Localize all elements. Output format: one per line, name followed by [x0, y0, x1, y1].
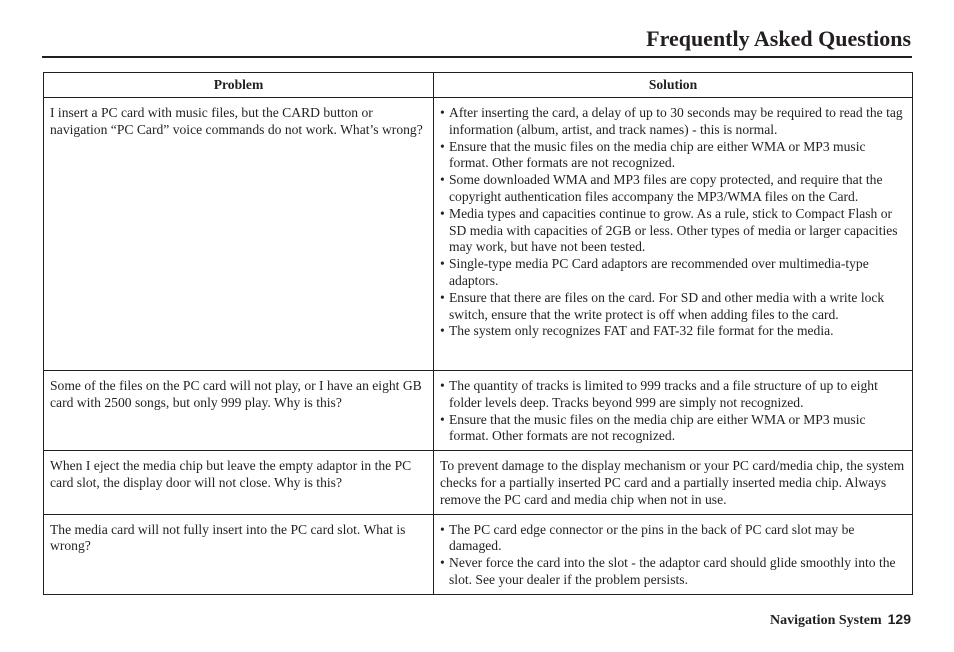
solution-cell — [434, 514, 913, 594]
solution-item: • Some downloaded WMA and MP3 files are copy protected, and require that the copyright authentication files accompany the MP3/WMA files on the Card. — [440, 172, 906, 206]
solution-list — [440, 378, 906, 445]
solution-cell — [434, 98, 913, 371]
solution-item: • The quantity of tracks is limited to 999 tracks and a file structure of up to eight folder levels deep. Tracks beyond 999 are simply not recognized. — [440, 378, 906, 412]
solution-list — [440, 522, 906, 589]
problem-cell: Some of the files on the PC card will not play, or I have an eight GB card with 2500 songs, but only 999 play. Why is this? — [44, 371, 434, 451]
page-title: Frequently Asked Questions — [646, 26, 911, 51]
solution-item: • Single-type media PC Card adaptors are recommended over multimedia-type adaptors. — [440, 256, 906, 290]
solution-item: • Ensure that the music files on the media chip are either WMA or MP3 music format. Other formats are not recognized. — [440, 412, 906, 446]
solution-cell — [434, 371, 913, 451]
solution-item: • The system only recognizes FAT and FAT-32 file format for the media. — [440, 323, 906, 340]
faq-table — [43, 72, 913, 595]
solution-cell: To prevent damage to the display mechanism or your PC card/media chip, the system checks for a partially inserted PC card and a partially inserted media chip. Always remove the PC card and media chip when not in use. — [434, 451, 913, 514]
solution-item: • The PC card edge connector or the pins in the back of PC card slot may be damaged. — [440, 522, 906, 556]
table-row — [44, 371, 913, 451]
table-row — [44, 451, 913, 514]
table-header-row — [44, 73, 913, 98]
solution-item: • Never force the card into the slot - the adaptor card should glide smoothly into the slot. See your dealer if the problem persists. — [440, 555, 906, 589]
solution-item: • Ensure that the music files on the media chip are either WMA or MP3 music format. Other formats are not recognized. — [440, 139, 906, 173]
problem-cell: The media card will not fully insert into the PC card slot. What is wrong? — [44, 514, 434, 594]
solution-item: • Media types and capacities continue to grow. As a rule, stick to Compact Flash or SD media with capacities of 2GB or less. Other types of media or larger capacities may work, but have not been tested. — [440, 206, 906, 256]
solution-item: • After inserting the card, a delay of up to 30 seconds may be required to read the tag information (album, artist, and track names) - this is normal. — [440, 105, 906, 139]
problem-cell: I insert a PC card with music files, but the CARD button or navigation “PC Card” voice commands do not work. What’s wrong? — [44, 98, 434, 371]
table-row — [44, 98, 913, 371]
solution-item: • Ensure that there are files on the card. For SD and other media with a write lock switch, ensure that the write protect is off when adding files to the card. — [440, 290, 906, 324]
footer-label: Navigation System — [770, 613, 882, 628]
solution-list — [440, 105, 906, 340]
problem-cell: When I eject the media chip but leave the empty adaptor in the PC card slot, the display door will not close. Why is this? — [44, 451, 434, 514]
page-number: 129 — [887, 611, 911, 627]
page-footer — [770, 610, 911, 630]
column-header-problem: Problem — [44, 73, 434, 98]
column-header-solution: Solution — [434, 73, 913, 98]
table-row — [44, 514, 913, 594]
title-divider — [42, 56, 912, 58]
